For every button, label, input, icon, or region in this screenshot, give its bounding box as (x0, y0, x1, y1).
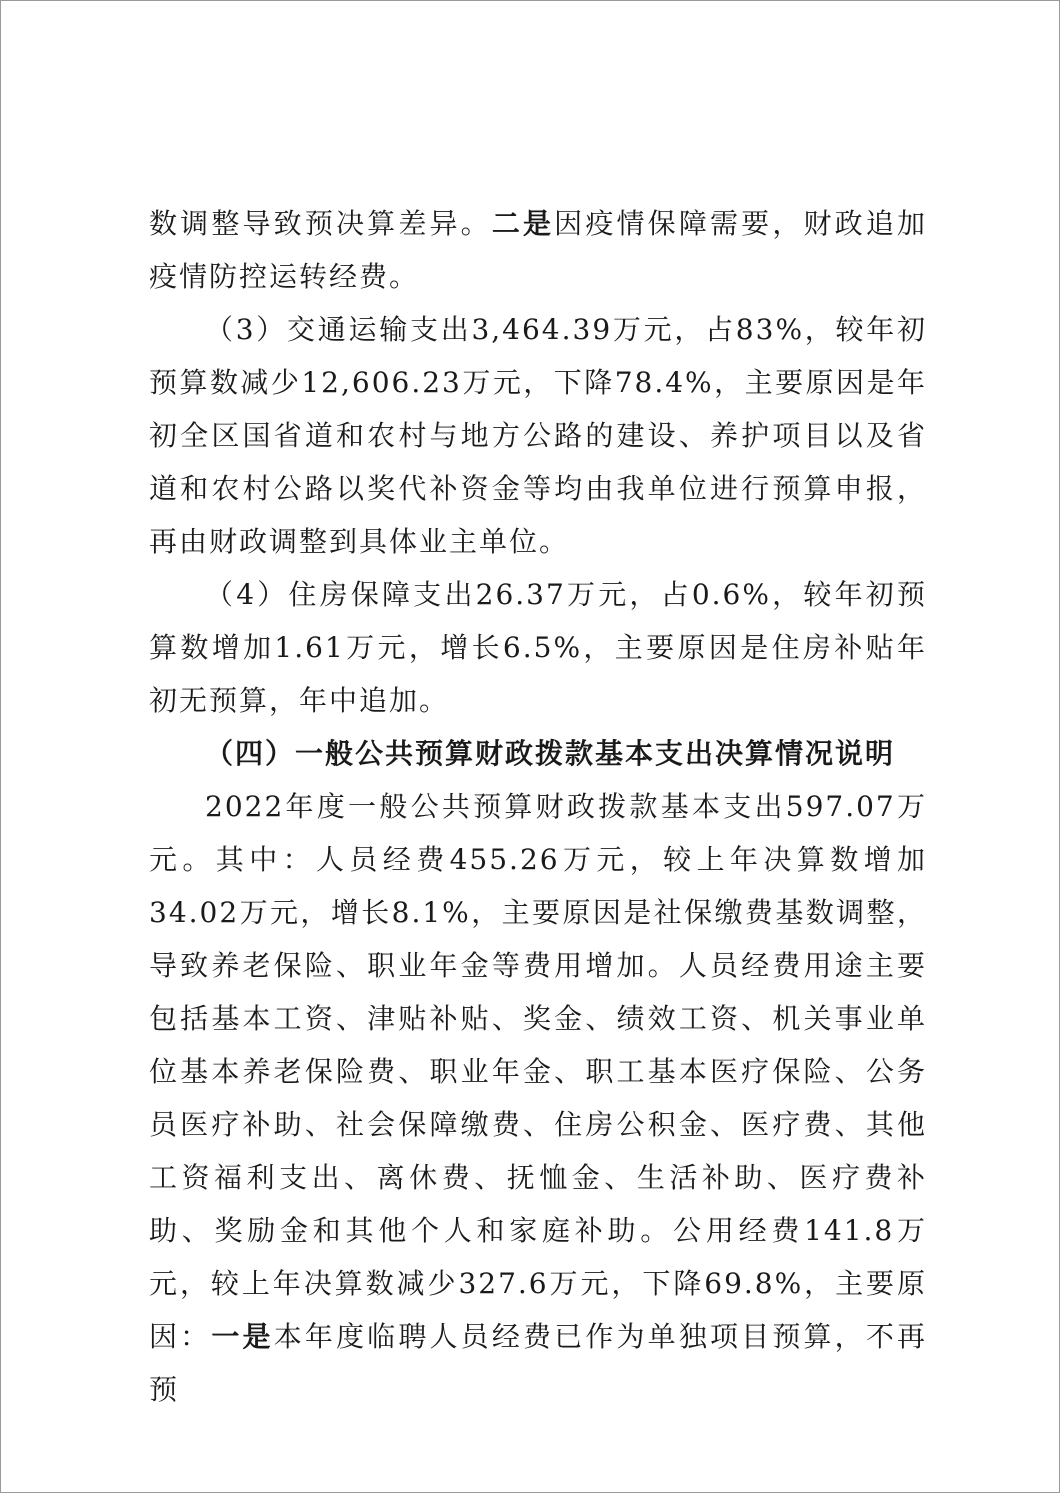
paragraph-1-emphasis: 二是 (491, 207, 555, 240)
paragraph-1-text-c: 因疫情保障需要，财政追加疫情防控运转经费。 (149, 207, 927, 293)
document-body (149, 197, 927, 1416)
paragraph-transport: （3）交通运输支出3,464.39万元，占83%，较年初预算数减少12,606.23万元，下降78.4%，主要原因是年初全区国省道和农村与地方公路的建设、养护项目以及省道和农村公路以奖代补资金等均由我单位进行预算申报，再由财政调整到具体业主单位。 (149, 313, 927, 558)
paragraph-4-emphasis: 一是 (211, 1320, 274, 1353)
section-heading: （四）一般公共预算财政拨款基本支出决算情况说明 (205, 737, 896, 770)
paragraph-1-text-a: 数调整导致预决算差异。 (149, 207, 492, 240)
paragraph-1 (149, 197, 927, 303)
paragraph-4-text-c: 本年度临聘人员经费已作为单独项目预算，不再预 (149, 1320, 927, 1406)
paragraph-housing: （4）住房保障支出26.37万元，占0.6%，较年初预算数增加1.61万元，增长6.5%，主要原因是住房补贴年初无预算，年中追加。 (149, 578, 927, 717)
paragraph-4-text-a: 2022年度一般公共预算财政拨款基本支出597.07万元。其中：人员经费455.26万元，较上年决算数增加34.02万元，增长8.1%，主要原因是社保缴费基数调整，导致养老保险、职业年金等费用增加。人员经费用途主要包括基本工资、津贴补贴、奖金、绩效工资、机关事业单位基本养老保险费、职业年金、职工基本医疗保险、公务员医疗补助、社会保障缴费、住房公积金、医疗费、其他工资福利支出、离休费、抚恤金、生活补助、医疗费补助、奖励金和其他个人和家庭补助。公用经费141.8万元，较上年决算数减少327.6万元，下降69.8%，主要原因： (149, 790, 927, 1353)
paragraph-basic-expenditure (149, 780, 927, 1416)
